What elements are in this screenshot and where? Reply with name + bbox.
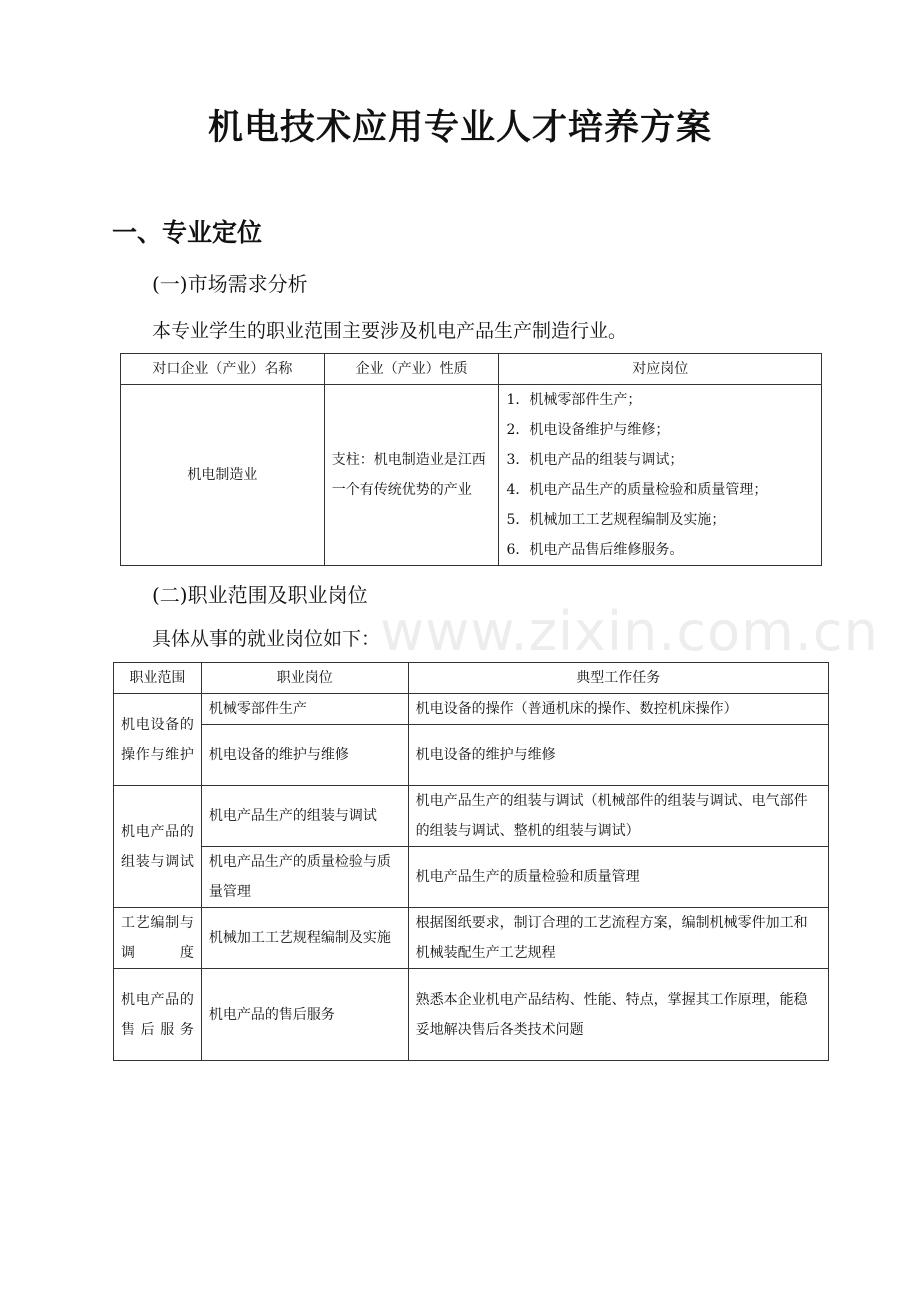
list-item: 5．机械加工工艺规程编制及实施； [506,512,726,528]
table-row [114,969,829,1061]
scope-cell: 机电产品的组装与调试 [114,786,202,908]
list-item: 4．机电产品生产的质量检验和质量管理； [506,482,768,498]
table-header-cell: 职业范围 [114,663,202,694]
section-heading: 一、专业定位 [112,218,263,247]
table-row [114,847,829,908]
industry-table [120,353,822,566]
table-header-row [114,663,829,694]
document-title: 机电技术应用专业人才培养方案 [207,108,712,148]
industry-name-cell: 机电制造业 [121,385,325,566]
scope-cell: 机电产品的售后服务 [114,969,202,1061]
industry-nature-cell: 支柱：机电制造业是江西一个有传统优势的产业 [324,385,499,566]
task-cell: 机电产品生产的质量检验和质量管理 [408,847,828,908]
jobs-paragraph: 具体从事的就业岗位如下： [152,628,381,650]
table-header-cell: 典型工作任务 [408,663,828,694]
table-header-cell: 对应岗位 [499,354,822,385]
subsection-heading-2: (二)职业范围及职业岗位 [152,583,368,607]
task-cell: 机电设备的维护与维修 [408,725,828,786]
post-cell: 机械加工工艺规程编制及实施 [201,908,408,969]
post-cell: 机电设备的维护与维修 [201,725,408,786]
scope-cell: 机电设备的操作与维护 [114,694,202,786]
table-header-row [121,354,822,385]
task-cell: 熟悉本企业机电产品结构、性能、特点，掌握其工作原理，能稳妥地解决售后各类技术问题 [408,969,828,1061]
table-row [114,908,829,969]
table-header-cell: 企业（产业）性质 [324,354,499,385]
scope-cell: 工艺编制与调度 [114,908,202,969]
table-row [114,725,829,786]
list-item: 6．机电产品售后维修服务。 [506,542,684,558]
task-cell: 机电产品生产的组装与调试（机械部件的组装与调试、电气部件的组装与调试、整机的组装与调试） [408,786,828,847]
task-cell: 机电设备的操作（普通机床的操作、数控机床操作） [408,694,828,725]
post-cell: 机电产品生产的组装与调试 [201,786,408,847]
intro-paragraph: 本专业学生的职业范围主要涉及机电产品生产制造行业。 [152,320,628,342]
table-row [114,786,829,847]
watermark: www.zixin.com.cn [380,600,879,663]
list-item: 2．机电设备维护与维修； [506,422,670,438]
post-cell: 机电产品的售后服务 [201,969,408,1061]
post-cell: 机电产品生产的质量检验与质量管理 [201,847,408,908]
table-header-cell: 对口企业（产业）名称 [121,354,325,385]
table-header-cell: 职业岗位 [201,663,408,694]
subsection-heading-1: (一)市场需求分析 [152,272,308,296]
table-row [114,694,829,725]
task-cell: 根据图纸要求，制订合理的工艺流程方案，编制机械零件加工和机械装配生产工艺规程 [408,908,828,969]
post-cell: 机械零部件生产 [201,694,408,725]
list-item: 1．机械零部件生产； [506,392,642,408]
positions-cell [499,385,822,566]
table-row [121,385,822,566]
career-table [113,662,829,1061]
list-item: 3．机电产品的组装与调试； [506,452,684,468]
